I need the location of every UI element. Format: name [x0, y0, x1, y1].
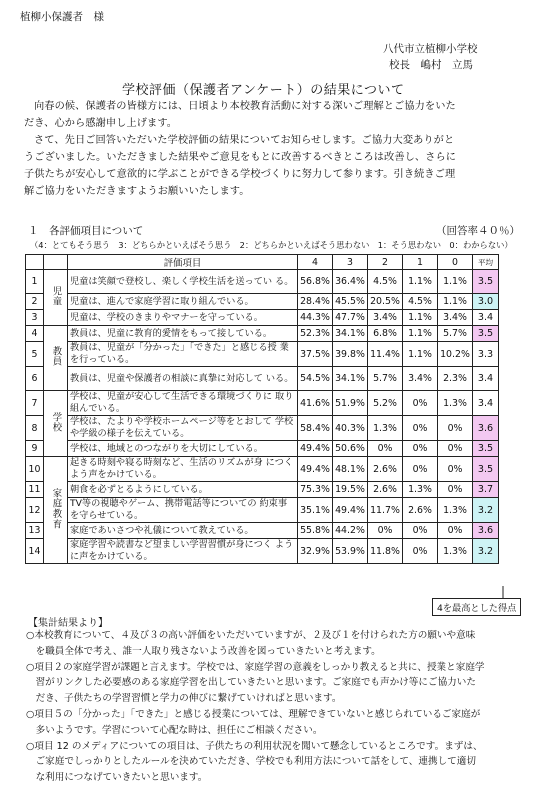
- pct-p3: 47.7%: [333, 310, 368, 326]
- header-3: 3: [333, 255, 368, 270]
- summary-body: [26, 628, 546, 786]
- average-score: 3.7: [473, 482, 499, 498]
- item-text: 家庭学習や読書など望ましい学習習慣が身につく ように声をかけている。: [68, 539, 298, 564]
- header-blank: [44, 255, 68, 270]
- pct-p2: 4.5%: [368, 270, 403, 294]
- pct-p1: 3.4%: [403, 367, 438, 391]
- pct-p0: 10.2%: [438, 342, 473, 367]
- pct-p4: 49.4%: [298, 457, 333, 482]
- row-number: 8: [26, 416, 44, 441]
- pct-p1: 0%: [403, 391, 438, 416]
- principal-name: 校長 嶋村 立馬: [389, 59, 473, 71]
- summary-line: ご家庭でしっかりとしたルールを決めていただき、学校でも利用方法について話をして、連携して適切: [26, 756, 476, 768]
- average-score: 3.5: [473, 457, 499, 482]
- pct-p1: 0%: [403, 457, 438, 482]
- pct-p3: 36.4%: [333, 270, 368, 294]
- row-number: 3: [26, 310, 44, 326]
- pct-p4: 54.5%: [298, 367, 333, 391]
- intro-line-5: 子供たちが安心して意欲的に学ぶことができる学校づくりに努力して参ります。引き続きご理: [24, 169, 456, 180]
- scale-legend: （4：とてもそう思う 3：どちらかといえばそう思う 2：どちらかといえばそう思わない 1：そう思わない 0：わからない）: [30, 240, 513, 250]
- pct-p0: 0%: [438, 416, 473, 441]
- pct-p0: 0%: [438, 523, 473, 539]
- average-score: 3.5: [473, 270, 499, 294]
- item-text: 児童は、進んで家庭学習に取り組んでいる。: [68, 294, 298, 310]
- row-number: 9: [26, 441, 44, 457]
- table-row: [26, 498, 499, 523]
- summary-line: ○項目２の家庭学習が課題と言えます。学校では、家庭学習の意義をしっかり教えると共に、授業と家庭学: [26, 661, 485, 673]
- pct-p2: 11.8%: [368, 539, 403, 564]
- pct-p2: 20.5%: [368, 294, 403, 310]
- pct-p2: 2.6%: [368, 457, 403, 482]
- item-text: 教員は、児童や保護者の相談に真摯に対応して いる。: [68, 367, 298, 391]
- row-number: 13: [26, 523, 44, 539]
- item-text: 学校は、たよりや学校ホームページ等をとおして 学校や学級の様子を伝えている。: [68, 416, 298, 441]
- pct-p0: 1.1%: [438, 294, 473, 310]
- pct-p0: 2.3%: [438, 367, 473, 391]
- pct-p0: 0%: [438, 457, 473, 482]
- pct-p3: 50.6%: [333, 441, 368, 457]
- average-score: 3.6: [473, 416, 499, 441]
- pct-p3: 34.1%: [333, 367, 368, 391]
- pct-p3: 48.1%: [333, 457, 368, 482]
- table-row: [26, 342, 499, 367]
- row-number: 1: [26, 270, 44, 294]
- pct-p3: 51.9%: [333, 391, 368, 416]
- pct-p4: 44.3%: [298, 310, 333, 326]
- pct-p2: 1.3%: [368, 416, 403, 441]
- average-score: 3.6: [473, 523, 499, 539]
- pct-p2: 6.8%: [368, 326, 403, 342]
- pct-p4: 35.1%: [298, 498, 333, 523]
- category-label: [44, 391, 68, 457]
- pct-p4: 75.3%: [298, 482, 333, 498]
- pct-p0: 3.4%: [438, 310, 473, 326]
- pct-p2: 5.2%: [368, 391, 403, 416]
- table-row: [26, 310, 499, 326]
- pct-p3: 40.3%: [333, 416, 368, 441]
- average-score: 3.3: [473, 342, 499, 367]
- category-label: [44, 270, 68, 326]
- row-number: 12: [26, 498, 44, 523]
- table-row: [26, 416, 499, 441]
- pct-p2: 0%: [368, 441, 403, 457]
- row-number: 2: [26, 294, 44, 310]
- school-name: 八代市立植柳小学校: [383, 43, 478, 55]
- item-text: 家庭であいさつや礼儀について教えている。: [68, 523, 298, 539]
- header-2: 2: [368, 255, 403, 270]
- summary-line: 習がリンクした必要感のある家庭学習を出していきたいと思います。ご家庭でも声かけ等にご協力いた: [26, 677, 476, 689]
- header-0: 0: [438, 255, 473, 270]
- table-row: [26, 457, 499, 482]
- table-row: [26, 367, 499, 391]
- row-number: 6: [26, 367, 44, 391]
- row-number: 10: [26, 457, 44, 482]
- pct-p2: 3.4%: [368, 310, 403, 326]
- intro-line-2: だき、心から感謝申し上げます。: [24, 118, 178, 129]
- summary-line: を職員全体で考え、誰一人取り残さないよう改善を図っていきたいと考えます。: [26, 645, 381, 657]
- pct-p1: 0%: [403, 441, 438, 457]
- pct-p3: 34.1%: [333, 326, 368, 342]
- table-row: [26, 294, 499, 310]
- average-score: 3.5: [473, 326, 499, 342]
- table-header-row: [26, 255, 499, 270]
- pct-p3: 44.2%: [333, 523, 368, 539]
- pct-p3: 45.5%: [333, 294, 368, 310]
- pct-p1: 1.3%: [403, 482, 438, 498]
- category-text: 児童: [50, 285, 62, 307]
- average-score: 3.2: [473, 539, 499, 564]
- pct-p3: 53.9%: [333, 539, 368, 564]
- row-number: 14: [26, 539, 44, 564]
- pct-p4: 41.6%: [298, 391, 333, 416]
- row-number: 5: [26, 342, 44, 367]
- summary-line: ○項目５の「分かった」「できた」と感じる授業については、理解できていないと感じられているご家庭が: [26, 708, 481, 720]
- item-text: 児童は笑顔で登校し、楽しく学校生活を送ってい る。: [68, 270, 298, 294]
- item-text: 学校は、地域とのつながりを大切にしている。: [68, 441, 298, 457]
- table-row: [26, 441, 499, 457]
- intro-line-1: 向春の候、保護者の皆様方には、日頃より本校教育活動に対する深いご理解とご協力をいた: [34, 101, 456, 112]
- table-row: [26, 270, 499, 294]
- pct-p4: 58.4%: [298, 416, 333, 441]
- pct-p4: 32.9%: [298, 539, 333, 564]
- pct-p1: 0%: [403, 416, 438, 441]
- table-row: [26, 482, 499, 498]
- pct-p2: 11.7%: [368, 498, 403, 523]
- pct-p1: 1.1%: [403, 270, 438, 294]
- category-label: [44, 457, 68, 564]
- pct-p2: 5.7%: [368, 367, 403, 391]
- category-text: 教員: [50, 346, 62, 367]
- evaluation-table: [25, 254, 499, 564]
- pct-p0: 5.7%: [438, 326, 473, 342]
- pct-p1: 0%: [403, 539, 438, 564]
- average-score: 3.4: [473, 310, 499, 326]
- addressee: 植柳小保護者 様: [20, 11, 104, 23]
- item-text: 起きる時刻や寝る時刻など、生活のリズムが身 につくよう声をかけている。: [68, 457, 298, 482]
- header-average: 平均: [473, 255, 499, 270]
- pct-p1: 1.1%: [403, 310, 438, 326]
- item-text: 朝食を必ずとるようにしている。: [68, 482, 298, 498]
- header-blank: [26, 255, 44, 270]
- average-score: 3.4: [473, 367, 499, 391]
- document-title: 学校評価（保護者アンケート）の結果について: [122, 83, 405, 98]
- average-note: 4を最高とした得点: [432, 598, 521, 616]
- pct-p1: 1.1%: [403, 326, 438, 342]
- pct-p1: 1.1%: [403, 342, 438, 367]
- pct-p3: 49.4%: [333, 498, 368, 523]
- response-rate: （回答率４０％）: [436, 225, 520, 237]
- category-text: 家庭教育: [50, 487, 62, 530]
- pct-p0: 1.3%: [438, 539, 473, 564]
- pct-p1: 0%: [403, 523, 438, 539]
- category-label: [44, 326, 68, 391]
- pct-p0: 0%: [438, 441, 473, 457]
- header-1: 1: [403, 255, 438, 270]
- section-heading: １ 各評価項目について: [28, 225, 144, 237]
- summary-line: ○本校教育について、４及び３の高い評価をいただいていますが、２及び１を付けられた方の願いや意味: [26, 630, 476, 641]
- summary-line: だき、子供たちの学習習慣と学力の伸びに繋げていければと思います。: [26, 693, 342, 705]
- summary-heading: 【集計結果より】: [28, 618, 108, 629]
- pct-p4: 37.5%: [298, 342, 333, 367]
- pct-p0: 1.3%: [438, 391, 473, 416]
- pct-p0: 1.1%: [438, 270, 473, 294]
- average-score: 3.0: [473, 294, 499, 310]
- summary-line: 多いようです。学習について心配な時は、担任にご相談ください。: [26, 724, 323, 736]
- item-text: 教員は、児童が「分かった」「できた」と感じる授 業を行っている。: [68, 342, 298, 367]
- row-number: 4: [26, 326, 44, 342]
- pct-p0: 1.3%: [438, 498, 473, 523]
- summary-line: ○項目 12 のメディアについての項目は、子供たちの利用状況を聞いて懸念しているところです。まずは、: [26, 740, 483, 752]
- pct-p4: 52.3%: [298, 326, 333, 342]
- table-row: [26, 523, 499, 539]
- pct-p2: 2.6%: [368, 482, 403, 498]
- header-4: 4: [298, 255, 333, 270]
- row-number: 7: [26, 391, 44, 416]
- pct-p2: 0%: [368, 523, 403, 539]
- intro-line-3: さて、先日ご回答いただいた学校評価の結果についてお知らせします。ご協力大変ありがと: [34, 135, 455, 146]
- item-text: TV等の視聴やゲーム、携帯電話等についての 約束事を守らせている。: [68, 498, 298, 523]
- pct-p1: 4.5%: [403, 294, 438, 310]
- pct-p3: 39.8%: [333, 342, 368, 367]
- pct-p4: 28.4%: [298, 294, 333, 310]
- item-text: 学校は、児童が安心して生活できる環境づくりに 取り組んでいる。: [68, 391, 298, 416]
- intro-line-6: 解ご協力をいただきますようお願いいたします。: [24, 186, 250, 197]
- row-number: 11: [26, 482, 44, 498]
- intro-line-4: うございました。いただきました結果やご意見をもとに改善するべきところは改善し、さらに: [24, 152, 457, 163]
- pct-p3: 19.5%: [333, 482, 368, 498]
- pct-p2: 11.4%: [368, 342, 403, 367]
- table-row: [26, 326, 499, 342]
- item-text: 教員は、児童に教育的愛情をもって接している。: [68, 326, 298, 342]
- average-score: 3.5: [473, 441, 499, 457]
- average-score: 3.4: [473, 391, 499, 416]
- table-row: [26, 391, 499, 416]
- pct-p4: 56.8%: [298, 270, 333, 294]
- table-row: [26, 539, 499, 564]
- pct-p4: 49.4%: [298, 441, 333, 457]
- average-score: 3.2: [473, 498, 499, 523]
- pct-p4: 55.8%: [298, 523, 333, 539]
- pct-p0: 0%: [438, 482, 473, 498]
- category-text: 学校: [50, 411, 62, 433]
- pct-p1: 2.6%: [403, 498, 438, 523]
- summary-line: な利用につなげていきたいと思います。: [26, 772, 208, 784]
- item-text: 児童は、学校のきまりやマナーを守っている。: [68, 310, 298, 326]
- header-item: 評価項目: [68, 255, 298, 270]
